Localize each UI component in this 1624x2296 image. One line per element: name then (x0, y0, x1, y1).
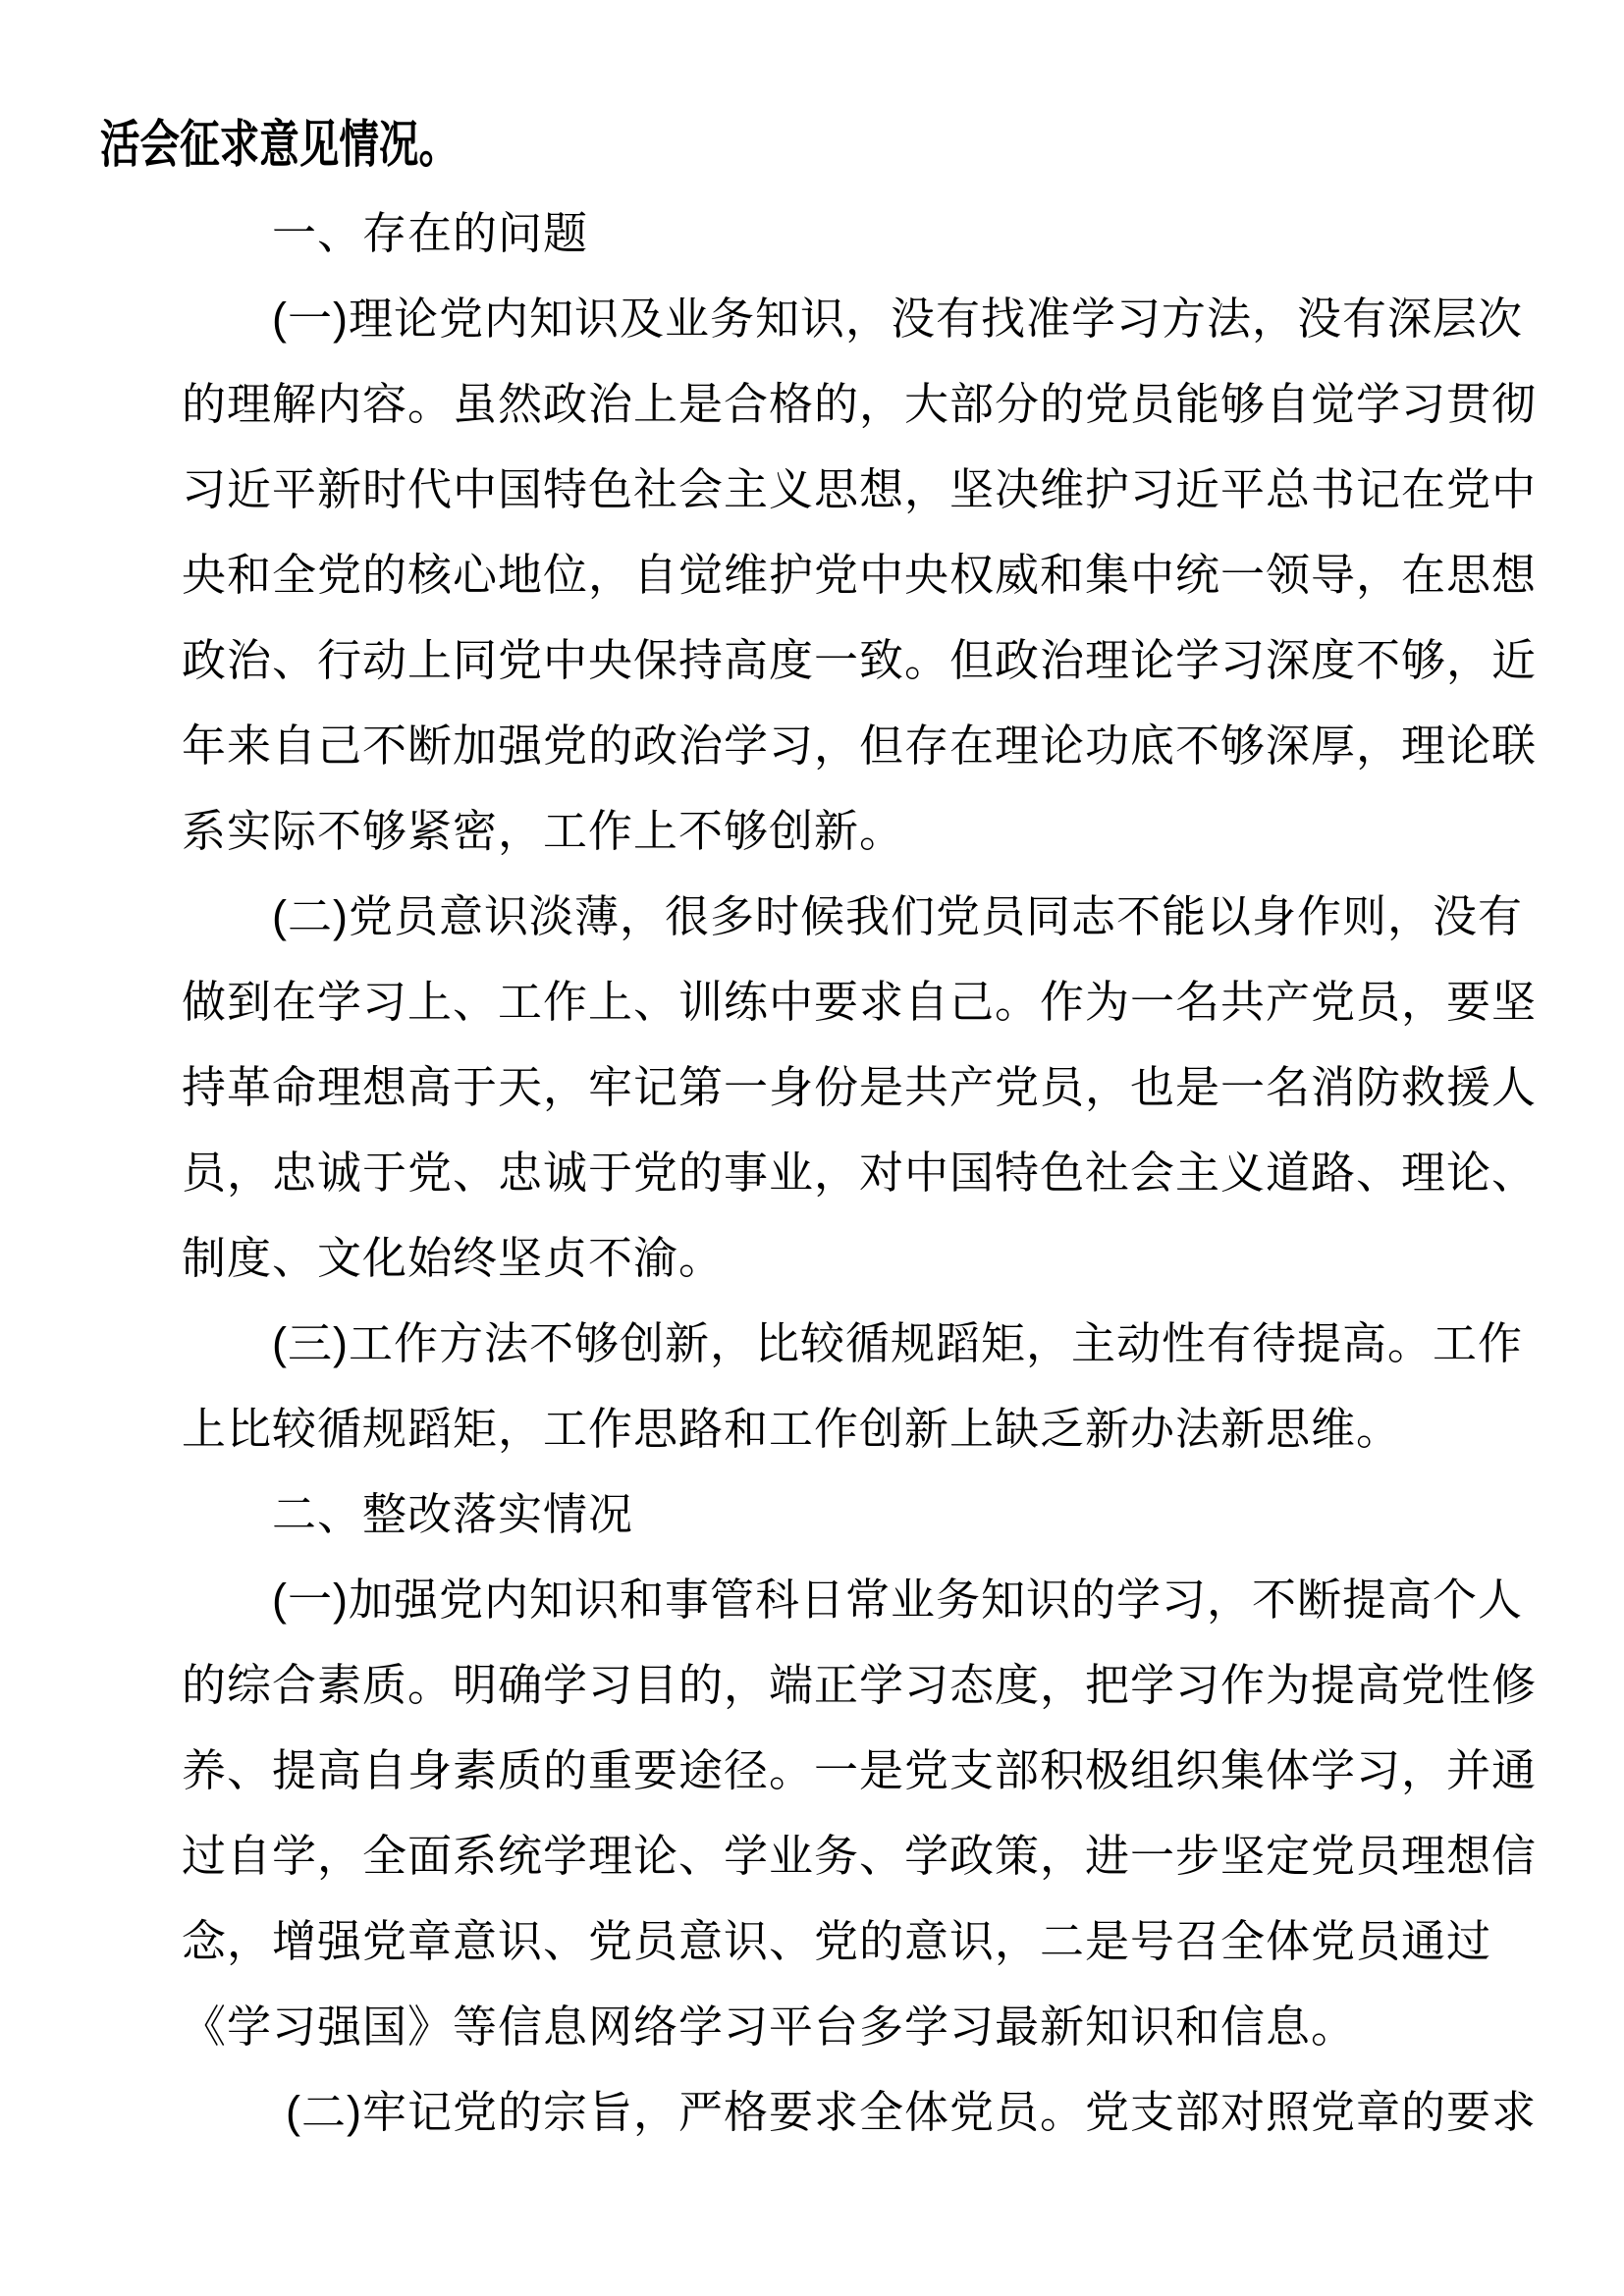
paragraph-1-line: 系实际不够紧密，工作上不够创新。 (182, 806, 905, 856)
paragraph-1-line: 的理解内容。虽然政治上是合格的，大部分的党员能够自觉学习贯彻 (182, 379, 1538, 429)
paragraph-4-line: 念，增强党章意识、党员意识、党的意识，二是号召全体党员通过 (182, 1916, 1492, 1966)
paragraph-1-line: 央和全党的核心地位，自觉维护党中央权威和集中统一领导，在思想 (182, 550, 1538, 600)
section-2-heading: 二、整改落实情况 (272, 1489, 634, 1539)
document-body (182, 190, 1556, 2155)
paragraph-1-line: 政治、行动上同党中央保持高度一致。但政治理论学习深度不够，近 (182, 635, 1538, 685)
paragraph-4-line: 过自学，全面系统学理论、学业务、学政策，进一步坚定党员理想信 (182, 1831, 1538, 1881)
paragraph-4-line: 《学习强国》等信息网络学习平台多学习最新知识和信息。 (182, 2002, 1357, 2052)
page-heading: 活会征求意见情况。 (100, 117, 460, 174)
paragraph-4-line: 养、提高自身素质的重要途径。一是党支部积极组织集体学习，并通 (182, 1745, 1538, 1795)
paragraph-1-line: (一)理论党内知识及业务知识，没有找准学习方法，没有深层次 (272, 294, 1523, 344)
paragraph-2-line: (二)党员意识淡薄，很多时候我们党员同志不能以身作则，没有 (272, 891, 1523, 941)
paragraph-3-line: (三)工作方法不够创新，比较循规蹈矩，主动性有待提高。工作 (272, 1318, 1523, 1368)
paragraph-1-line: 年来自己不断加强党的政治学习，但存在理论功底不够深厚，理论联 (182, 721, 1538, 771)
section-1-heading: 一、存在的问题 (272, 208, 589, 258)
paragraph-5-line: (二)牢记党的宗旨，严格要求全体党员。党支部对照党章的要求 (286, 2087, 1537, 2137)
paragraph-4-line: (一)加强党内知识和事管科日常业务知识的学习，不断提高个人 (272, 1575, 1523, 1625)
paragraph-2-line: 制度、文化始终坚贞不渝。 (182, 1233, 725, 1283)
paragraph-2-line: 持革命理想高于天，牢记第一身份是共产党员，也是一名消防救援人 (182, 1062, 1538, 1112)
paragraph-2-line: 做到在学习上、工作上、训练中要求自己。作为一名共产党员，要坚 (182, 977, 1538, 1027)
paragraph-1-line: 习近平新时代中国特色社会主义思想，坚决维护习近平总书记在党中 (182, 464, 1538, 514)
paragraph-3-line: 上比较循规蹈矩，工作思路和工作创新上缺乏新办法新思维。 (182, 1404, 1402, 1454)
paragraph-4-line: 的综合素质。明确学习目的，端正学习态度，把学习作为提高党性修 (182, 1660, 1538, 1710)
paragraph-2-line: 员，忠诚于党、忠诚于党的事业，对中国特色社会主义道路、理论、 (182, 1148, 1538, 1198)
